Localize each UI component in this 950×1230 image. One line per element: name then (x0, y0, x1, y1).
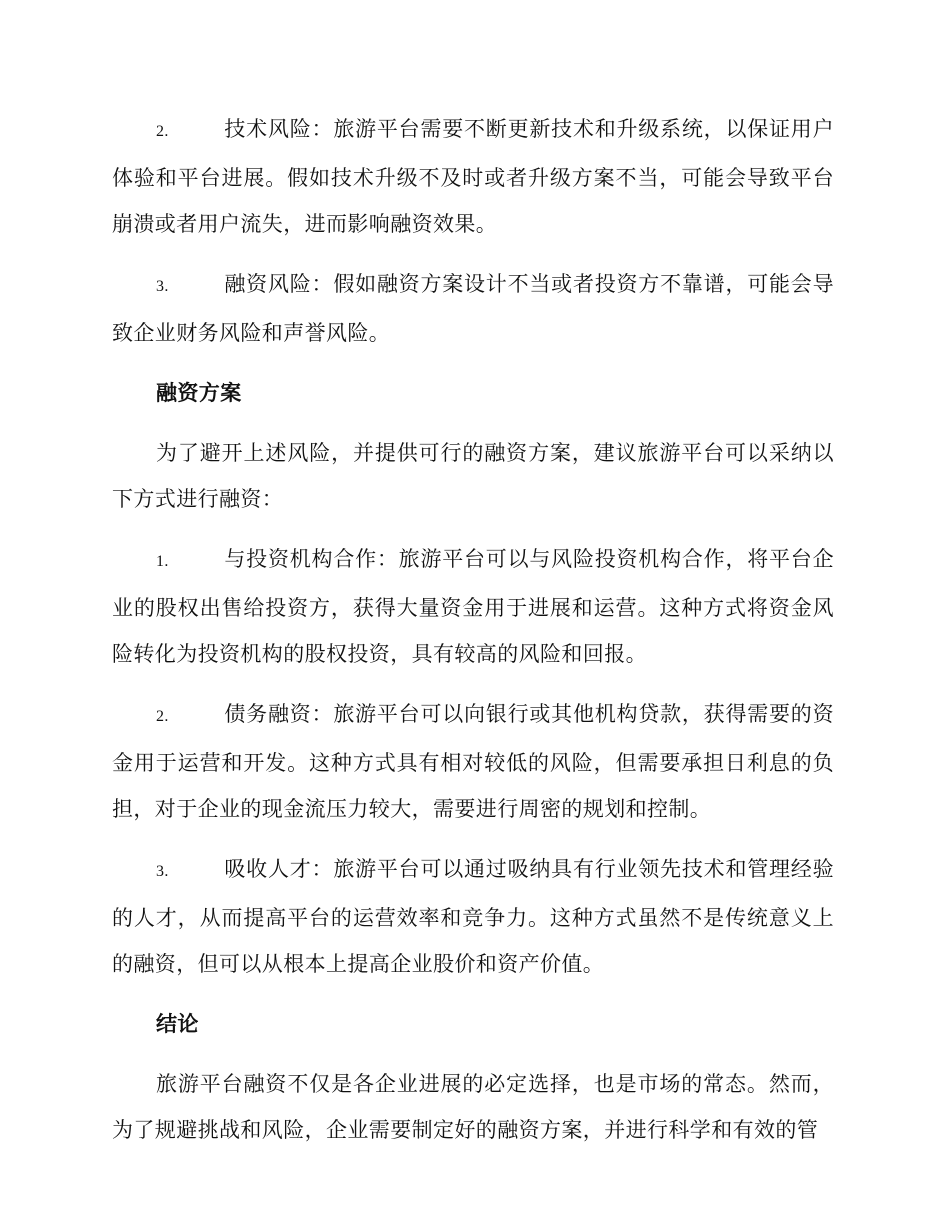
list-number: 1. (156, 553, 169, 570)
financing-intro-paragraph: 为了避开上述风险，并提供可行的融资方案，建议旅游平台可以采纳以下方式进行融资： (112, 441, 834, 511)
risk-item-technical (112, 106, 834, 247)
list-item-text: 与投资机构合作：旅游平台可以与风险投资机构合作，将平台企业的股权出售给投资方，获得大量资金用于进展和运营。这种方式将资金风险转化为投资机构的股权投资，具有较高的风险和回报。 (112, 547, 834, 666)
financing-item-talent (112, 846, 834, 987)
list-number: 3. (156, 278, 169, 295)
section-heading-financing-plan: 融资方案 (156, 380, 242, 405)
financing-item-investment (112, 536, 834, 677)
document-page (112, 106, 834, 1167)
section-heading-conclusion: 结论 (156, 1011, 199, 1036)
list-item-text: 债务融资：旅游平台可以向银行或其他机构贷款，获得需要的资金用于运营和开发。这种方式具有相对较低的风险，但需要承担日利息的负担，对于企业的现金流压力较大，需要进行周密的规划和控制。 (112, 702, 834, 821)
list-item-text: 技术风险：旅游平台需要不断更新技术和升级系统，以保证用户体验和平台进展。假如技术升级不及时或者升级方案不当，可能会导致平台崩溃或者用户流失，进而影响融资效果。 (112, 117, 834, 236)
financing-item-debt (112, 691, 834, 832)
list-number: 2. (156, 708, 169, 725)
conclusion-paragraph: 旅游平台融资不仅是各企业进展的必定选择，也是市场的常态。然而，为了规避挑战和风险，企业需要制定好的融资方案，并进行科学和有效的管 (112, 1072, 834, 1142)
list-number: 3. (156, 863, 169, 880)
list-item-text: 融资风险：假如融资方案设计不当或者投资方不靠谱，可能会导致企业财务风险和声誉风险。 (112, 272, 834, 345)
list-number: 2. (156, 123, 169, 140)
risk-item-financing (112, 261, 834, 356)
list-item-text: 吸收人才：旅游平台可以通过吸纳具有行业领先技术和管理经验的人才，从而提高平台的运营效率和竞争力。这种方式虽然不是传统意义上的融资，但可以从根本上提高企业股价和资产价值。 (112, 857, 834, 976)
